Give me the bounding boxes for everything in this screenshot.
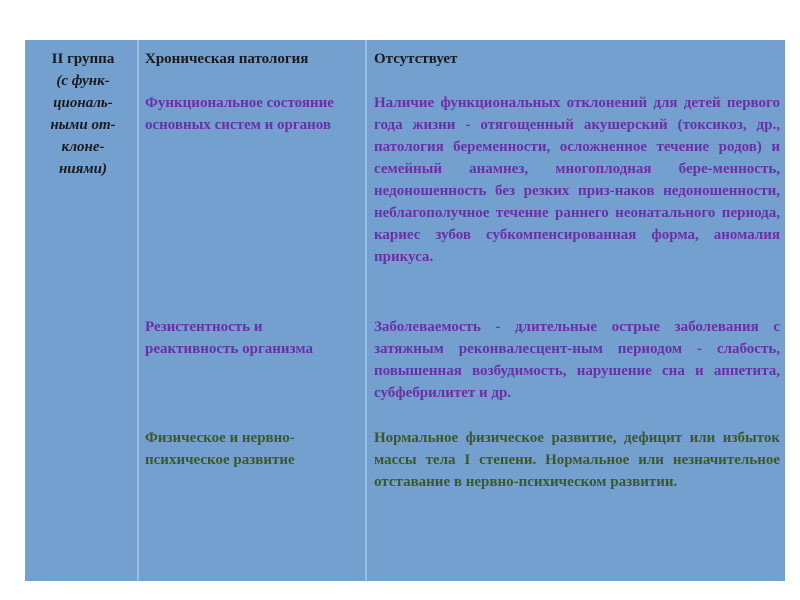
header-value: Отсутствует xyxy=(374,51,458,67)
column-divider xyxy=(365,40,367,581)
row-value-resistance: Заболеваемость - длительные острые заболевания с затяжным реконвалесцент-ным периодом - слабость, повышенная возбудимость, нарушение сна и аппетита, субфебрилитет и др. xyxy=(374,319,780,401)
row-criterion-functional: Функциональное состояние основных систем и органов xyxy=(145,95,334,133)
group-cell: II группа (с функ- циональ- ными от- клоне- ниями) xyxy=(50,51,116,177)
row-value-functional: Наличие функциональных отклонений для детей первого года жизни - отягощенный акушерский (токсикоз, др., патология беременности, осложненное течение родов) и семейный анамнез, многоплодная бере-менность, недоношенность без резких приз-наков недоношенности, неблагополучное течение раннего неонатального периода, кариес зубов субкомпенсированная форма, аномалия прикуса. xyxy=(374,95,780,265)
health-group-table xyxy=(25,40,785,581)
group-title: II группа xyxy=(51,51,115,67)
row-criterion-resistance: Резистентность и реактивность организма xyxy=(145,319,313,357)
row-value-development: Нормальное физическое развитие, дефицит или избыток массы тела I степени. Нормальное или незначительное отставание в нервно-психическом развитии. xyxy=(374,430,780,490)
row-criterion-development: Физическое и нервно-психическое развитие xyxy=(145,430,295,468)
header-criterion: Хроническая патология xyxy=(145,51,309,67)
column-divider xyxy=(137,40,139,581)
